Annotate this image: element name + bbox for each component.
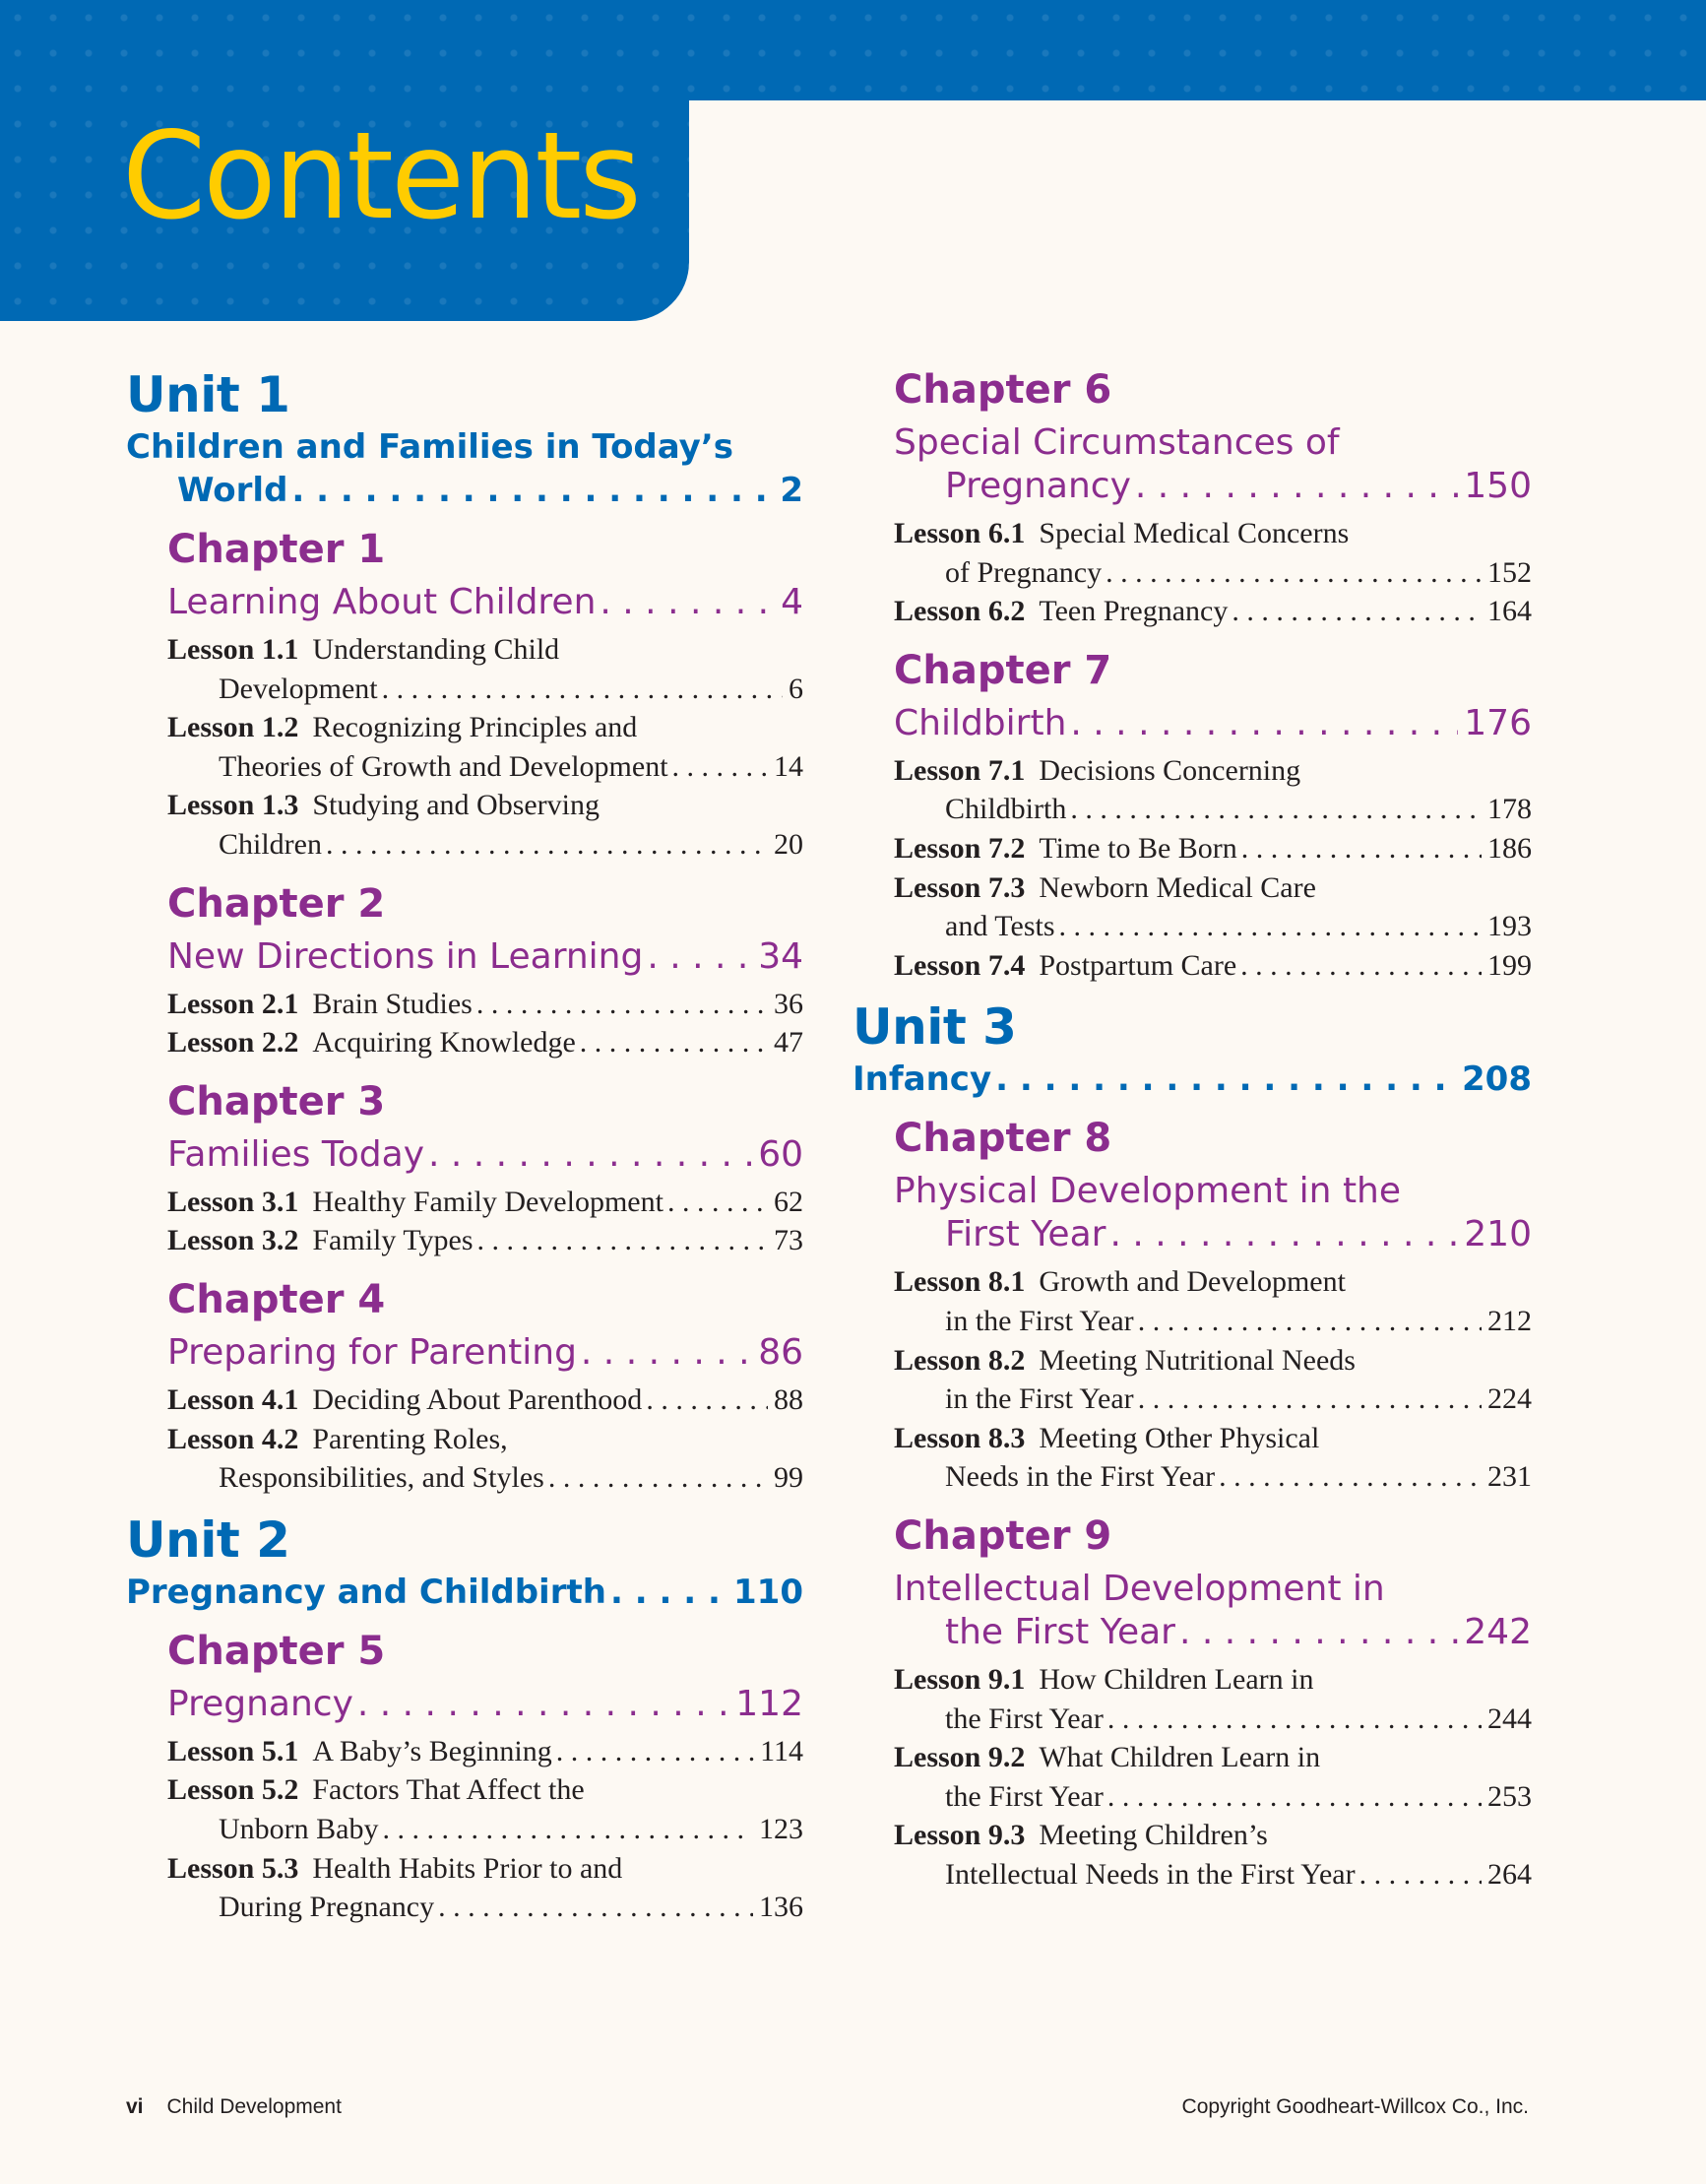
page-number: 14: [774, 749, 803, 783]
unit-title-text: Infancy: [853, 1060, 992, 1100]
dot-leader: [476, 985, 768, 1024]
lesson-line: [894, 1302, 1532, 1341]
chapter-label: Chapter 6: [894, 367, 1112, 413]
lesson-line-text: Special Medical Concerns: [1039, 517, 1350, 549]
dot-leader: [477, 1221, 768, 1260]
footer-left: [126, 2095, 342, 2119]
lesson-item: [894, 514, 1532, 592]
lesson-number: Lesson 8.3: [894, 1421, 1026, 1454]
lesson-line-text: in the First Year: [945, 1304, 1134, 1337]
page-number: 178: [1487, 793, 1532, 826]
lesson-number: Lesson 1.3: [167, 789, 299, 822]
lesson-line: [894, 553, 1532, 593]
dot-leader: [1232, 592, 1482, 631]
page-number: 253: [1487, 1779, 1532, 1813]
lesson-line: [894, 1700, 1532, 1739]
lesson-line-text: Acquiring Knowledge: [312, 1026, 576, 1060]
lesson-number: Lesson 1.2: [167, 711, 299, 744]
lesson-line: [894, 1380, 1532, 1419]
lesson-number: Lesson 9.2: [894, 1741, 1026, 1774]
dot-leader: [1107, 1700, 1482, 1739]
lesson-line: [894, 829, 1532, 868]
lesson-number: Lesson 1.1: [167, 633, 299, 666]
chapter-title-text: New Directions in Learning: [167, 935, 644, 977]
lesson-number: Lesson 8.1: [894, 1265, 1026, 1299]
page-number: 47: [774, 1026, 803, 1060]
chapter-title-text: Pregnancy: [167, 1683, 353, 1724]
lesson-number: Lesson 3.2: [167, 1224, 299, 1257]
lesson-list: [894, 1660, 1532, 1895]
lesson-item: [167, 630, 803, 708]
lesson-line: [167, 1732, 803, 1771]
unit-block: [853, 367, 1532, 985]
dot-leader: [995, 1058, 1456, 1101]
lesson-item: [167, 1381, 803, 1420]
dot-leader: [1109, 1213, 1458, 1256]
page-number: 99: [774, 1461, 803, 1495]
lesson-line: [894, 592, 1532, 631]
chapter-label: Chapter 7: [894, 647, 1112, 693]
dot-leader: [548, 1458, 768, 1498]
unit-title: [126, 469, 803, 512]
lesson-list: [894, 751, 1532, 986]
chapter-list: [126, 527, 803, 1498]
lesson-line-text: How Children Learn in: [1039, 1662, 1314, 1696]
lesson-number: Lesson 5.2: [167, 1773, 299, 1807]
page-number: 123: [759, 1812, 803, 1845]
unit-label: Unit 3: [853, 998, 1017, 1057]
chapter-title: [894, 1213, 1532, 1256]
dot-leader: [1106, 553, 1482, 593]
lesson-number: Lesson 6.1: [894, 517, 1026, 549]
dot-leader: [672, 747, 768, 787]
dot-leader: [1059, 907, 1482, 946]
page-number: 114: [760, 1734, 803, 1767]
lesson-line-text: Growth and Development: [1039, 1265, 1346, 1299]
unit-block: [126, 366, 803, 1498]
dot-leader: [1359, 1855, 1482, 1895]
page-number: 110: [733, 1572, 803, 1612]
lesson-number: Lesson 7.3: [894, 870, 1026, 904]
lesson-item: [894, 1262, 1532, 1340]
lesson-number: Lesson 7.4: [894, 948, 1026, 982]
chapter-label: Chapter 5: [167, 1628, 386, 1674]
dot-leader: [357, 1683, 729, 1726]
page-number: 242: [1464, 1611, 1532, 1652]
lesson-list: [167, 985, 803, 1062]
lesson-line-text: Teen Pregnancy: [1039, 595, 1229, 628]
lesson-number: Lesson 8.2: [894, 1343, 1026, 1377]
dot-leader: [1240, 946, 1482, 986]
page-number: 34: [758, 935, 803, 977]
lesson-line-text: the First Year: [945, 1779, 1104, 1813]
lesson-line-text: During Pregnancy: [219, 1891, 435, 1924]
lesson-number: Lesson 6.2: [894, 595, 1026, 628]
page-number: 231: [1487, 1460, 1532, 1494]
lesson-line-text: Newborn Medical Care: [1039, 870, 1316, 904]
page-number: 136: [759, 1891, 803, 1924]
lesson-number: Lesson 7.2: [894, 831, 1026, 865]
lesson-line: [894, 790, 1532, 829]
lesson-line: [167, 825, 803, 865]
chapter-title: [167, 1331, 803, 1375]
chapter-title: Intellectual Development in: [894, 1568, 1385, 1609]
page-number: 210: [1464, 1214, 1532, 1255]
page-number: 112: [735, 1683, 803, 1724]
lesson-item: [894, 829, 1532, 868]
lesson-line: [894, 1660, 1532, 1700]
chapter-label: Chapter 8: [894, 1116, 1112, 1162]
lesson-line: [894, 1777, 1532, 1817]
unit-label: Unit 1: [126, 366, 290, 423]
dot-leader: [581, 1331, 752, 1375]
lesson-line-text: Theories of Growth and Development: [219, 749, 668, 783]
unit-title: [853, 1058, 1532, 1101]
chapter-title: [894, 702, 1532, 745]
lesson-item: [167, 1221, 803, 1260]
book-title: Child Development: [166, 2095, 342, 2118]
lesson-item: [167, 1732, 803, 1771]
lesson-line: [167, 1183, 803, 1222]
chapter-title-text: the First Year: [945, 1611, 1175, 1652]
lesson-line: [167, 985, 803, 1024]
dot-leader: [580, 1023, 768, 1062]
page-number: 60: [758, 1133, 803, 1175]
lesson-list: [167, 1183, 803, 1260]
lesson-number: Lesson 9.3: [894, 1819, 1026, 1852]
chapter-title-text: Families Today: [167, 1133, 424, 1175]
lesson-item: [167, 1183, 803, 1222]
lesson-number: Lesson 5.3: [167, 1851, 299, 1885]
lesson-line: [167, 1849, 803, 1889]
dot-leader: [1070, 702, 1458, 745]
page-number: 152: [1487, 555, 1532, 589]
dot-leader: [646, 1381, 768, 1420]
dot-leader: [428, 1133, 752, 1177]
lesson-item: [167, 708, 803, 786]
lesson-number: Lesson 2.1: [167, 987, 299, 1020]
chapter-label: Chapter 1: [167, 527, 386, 572]
dot-leader: [291, 469, 774, 512]
lesson-line: [167, 1888, 803, 1927]
page-number: 224: [1487, 1382, 1532, 1416]
lesson-line-text: Unborn Baby: [219, 1812, 379, 1845]
lesson-line: [167, 747, 803, 787]
chapter-title: Physical Development in the: [894, 1171, 1402, 1212]
lesson-line-text: A Baby’s Beginning: [312, 1734, 552, 1767]
lesson-line-text: Understanding Child: [312, 633, 560, 666]
unit-block: [853, 998, 1532, 1894]
lesson-line-text: of Pregnancy: [945, 555, 1103, 589]
dot-leader: [1138, 1380, 1482, 1419]
page-number: 86: [758, 1331, 803, 1373]
lesson-item: [894, 1738, 1532, 1816]
chapter-label: Chapter 3: [167, 1078, 386, 1124]
chapter-title: [894, 1611, 1532, 1654]
lesson-item: [167, 786, 803, 864]
lesson-list: [167, 630, 803, 865]
lesson-line: [167, 1810, 803, 1849]
lesson-item: [167, 985, 803, 1024]
page-number: 62: [774, 1185, 803, 1218]
dot-leader: [600, 581, 775, 624]
chapter-title-text: Pregnancy: [945, 466, 1131, 506]
unit-title-text: Pregnancy and Childbirth: [126, 1572, 606, 1612]
copyright: Copyright Goodheart-Willcox Co., Inc.: [1181, 2095, 1529, 2118]
lesson-line-text: in the First Year: [945, 1382, 1134, 1416]
page-number: 212: [1487, 1304, 1532, 1337]
lesson-line-text: Studying and Observing: [312, 789, 600, 822]
lesson-item: [894, 751, 1532, 829]
page-number: 193: [1487, 910, 1532, 943]
page-number: 208: [1462, 1060, 1532, 1100]
lesson-item: [894, 1419, 1532, 1497]
dot-leader: [1135, 465, 1458, 508]
lesson-line-text: Needs in the First Year: [945, 1460, 1216, 1494]
dot-leader: [1179, 1611, 1458, 1654]
lesson-line-text: Health Habits Prior to and: [312, 1851, 623, 1885]
chapter-list: [853, 367, 1532, 985]
lesson-line-text: Factors That Affect the: [312, 1773, 585, 1807]
page-number: 88: [774, 1382, 803, 1416]
dot-leader: [438, 1888, 753, 1927]
lesson-line-text: and Tests: [945, 910, 1055, 943]
lesson-item: [894, 1816, 1532, 1894]
lesson-list: [894, 514, 1532, 631]
dot-leader: [1219, 1457, 1482, 1497]
page-number: 264: [1487, 1857, 1532, 1891]
lesson-item: [894, 946, 1532, 986]
chapter-title: Special Circumstances of: [894, 422, 1340, 463]
lesson-line: [894, 1341, 1532, 1381]
lesson-line: [167, 1381, 803, 1420]
unit-label: Unit 2: [126, 1510, 290, 1569]
chapter-list: [853, 1116, 1532, 1894]
dot-leader: [1107, 1777, 1482, 1817]
lesson-line: [894, 868, 1532, 908]
dot-leader: [326, 825, 768, 865]
lesson-line-text: Deciding About Parenthood: [312, 1382, 643, 1416]
dot-leader: [610, 1571, 727, 1614]
lesson-line-text: the First Year: [945, 1702, 1104, 1735]
lesson-line-text: Intellectual Needs in the First Year: [945, 1857, 1356, 1891]
lesson-number: Lesson 4.1: [167, 1382, 299, 1416]
lesson-line: [894, 1816, 1532, 1855]
chapter-title: [894, 465, 1532, 508]
lesson-line-text: Postpartum Care: [1039, 948, 1237, 982]
lesson-line: [894, 946, 1532, 986]
lesson-line-text: Meeting Children’s: [1039, 1819, 1268, 1852]
chapter-title-text: Childbirth: [894, 702, 1067, 743]
lesson-line: [894, 514, 1532, 553]
dot-leader: [667, 1183, 768, 1222]
lesson-line: [894, 1419, 1532, 1458]
lesson-line: [894, 1262, 1532, 1302]
toc-column-left: [126, 366, 803, 1927]
page-number: 6: [789, 672, 803, 705]
dot-leader: [1241, 829, 1482, 868]
lesson-number: Lesson 5.1: [167, 1734, 299, 1767]
page-number: 4: [781, 582, 803, 622]
lesson-line-text: What Children Learn in: [1039, 1741, 1321, 1774]
lesson-line-text: Childbirth: [945, 793, 1067, 826]
dot-leader: [1070, 790, 1482, 829]
page-number: 164: [1487, 595, 1532, 628]
lesson-line-text: Meeting Nutritional Needs: [1039, 1343, 1356, 1377]
lesson-item: [894, 592, 1532, 631]
lesson-line: [167, 1458, 803, 1498]
lesson-line: [894, 1457, 1532, 1497]
chapter-label: Chapter 9: [894, 1512, 1112, 1559]
dot-leader: [647, 935, 752, 979]
dot-leader: [556, 1732, 754, 1771]
chapter-list: [126, 1628, 803, 1927]
dot-leader: [1138, 1302, 1482, 1341]
lesson-line: [167, 630, 803, 670]
lesson-line: [167, 1770, 803, 1810]
lesson-line-text: Children: [219, 827, 322, 861]
chapter-title: [167, 1133, 803, 1177]
lesson-line-text: Healthy Family Development: [312, 1185, 663, 1218]
page-number: 2: [780, 471, 803, 510]
page-number: 199: [1487, 948, 1532, 982]
lesson-item: [167, 1849, 803, 1927]
lesson-line: [894, 1855, 1532, 1895]
lesson-number: Lesson 4.2: [167, 1422, 299, 1455]
page-number: 36: [774, 987, 803, 1020]
lesson-line-text: Recognizing Principles and: [312, 711, 638, 744]
lesson-item: [894, 1341, 1532, 1419]
chapter-title: [167, 1683, 803, 1726]
lesson-item: [167, 1023, 803, 1062]
lesson-item: [894, 868, 1532, 946]
toc-column-right: [853, 367, 1532, 1894]
chapter-label: Chapter 4: [167, 1276, 386, 1322]
lesson-line: [167, 1420, 803, 1459]
page-number: 150: [1464, 466, 1532, 506]
lesson-item: [894, 1660, 1532, 1738]
lesson-line-text: Family Types: [312, 1224, 474, 1257]
lesson-line-text: Meeting Other Physical: [1039, 1421, 1320, 1454]
lesson-line-text: Development: [219, 672, 378, 705]
lesson-list: [167, 1381, 803, 1498]
lesson-item: [167, 1420, 803, 1498]
unit-title-text: World: [177, 471, 288, 510]
lesson-line: [167, 1221, 803, 1260]
chapter-title: [167, 581, 803, 624]
lesson-line: [894, 1738, 1532, 1777]
lesson-line-text: Responsibilities, and Styles: [219, 1461, 544, 1495]
lesson-list: [894, 1262, 1532, 1497]
dot-leader: [382, 1810, 753, 1849]
chapter-title-text: Preparing for Parenting: [167, 1331, 577, 1373]
page-number: vi: [126, 2095, 144, 2118]
unit-title: [126, 1571, 803, 1614]
page-number: 186: [1487, 831, 1532, 865]
lesson-line-text: Parenting Roles,: [312, 1422, 508, 1455]
chapter-title-text: Learning About Children: [167, 582, 597, 622]
lesson-line: [167, 708, 803, 747]
page-number: 20: [774, 827, 803, 861]
page-number: 244: [1487, 1702, 1532, 1735]
lesson-line: [894, 751, 1532, 791]
unit-block: [126, 1510, 803, 1927]
page-title: Contents: [122, 106, 639, 246]
lesson-line: [167, 1023, 803, 1062]
lesson-number: Lesson 3.1: [167, 1185, 299, 1218]
unit-title: Children and Families in Today’s: [126, 427, 733, 467]
lesson-line: [167, 786, 803, 825]
page-number: 176: [1464, 702, 1532, 743]
page-number: 73: [774, 1224, 803, 1257]
dot-leader: [382, 670, 783, 709]
lesson-number: Lesson 7.1: [894, 753, 1026, 787]
chapter-title-text: First Year: [945, 1214, 1106, 1255]
chapter-title: [167, 935, 803, 979]
chapter-label: Chapter 2: [167, 880, 386, 927]
lesson-number: Lesson 9.1: [894, 1662, 1026, 1696]
lesson-line: [894, 907, 1532, 946]
lesson-line-text: Brain Studies: [312, 987, 473, 1020]
lesson-item: [167, 1770, 803, 1848]
lesson-number: Lesson 2.2: [167, 1026, 299, 1060]
lesson-line-text: Decisions Concerning: [1039, 753, 1301, 787]
lesson-list: [167, 1732, 803, 1927]
lesson-line: [167, 670, 803, 709]
lesson-line-text: Time to Be Born: [1039, 831, 1237, 865]
